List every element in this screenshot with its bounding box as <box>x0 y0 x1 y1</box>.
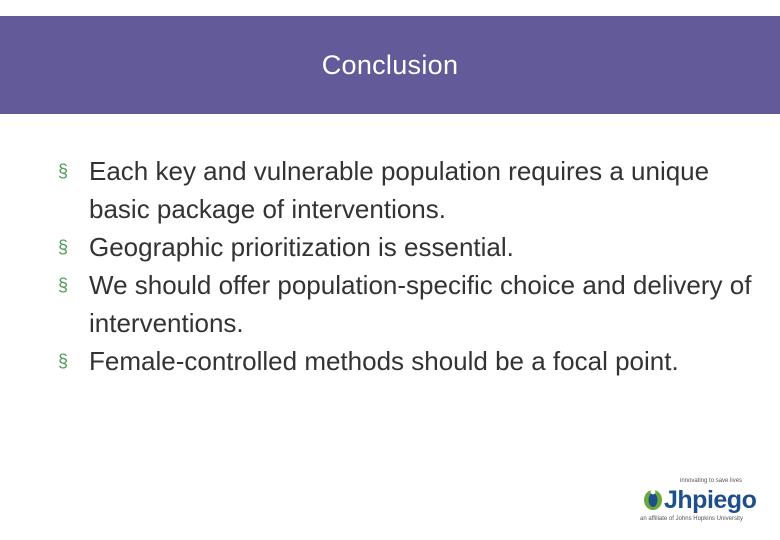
logo-name: Jhpiego <box>664 486 757 514</box>
bullet-marker-icon: § <box>58 237 69 257</box>
logo-tagline: innovating to save lives <box>680 478 743 484</box>
bullet-marker-icon: § <box>58 351 69 371</box>
header-band <box>0 16 780 114</box>
bullet-item <box>58 152 758 228</box>
slide-title: Conclusion <box>321 49 459 80</box>
bullet-list <box>58 152 758 380</box>
bullet-text: Geographic prioritization is essential. <box>89 232 514 262</box>
jhpiego-mark-icon <box>642 487 664 511</box>
jhpiego-logo <box>640 478 766 528</box>
logo-affiliation: an affiliate of Johns Hopkins University <box>640 516 743 522</box>
bullet-item <box>58 266 758 342</box>
bullet-marker-icon: § <box>58 161 69 181</box>
bullet-item <box>58 228 758 266</box>
bullet-text: Each key and vulnerable population requires a unique basic package of interventions. <box>89 156 710 224</box>
bullet-marker-icon: § <box>58 275 69 295</box>
bullet-text: We should offer population-specific choice and delivery of interventions. <box>89 270 752 338</box>
bullet-item <box>58 342 758 380</box>
bullet-text: Female-controlled methods should be a focal point. <box>89 346 679 376</box>
